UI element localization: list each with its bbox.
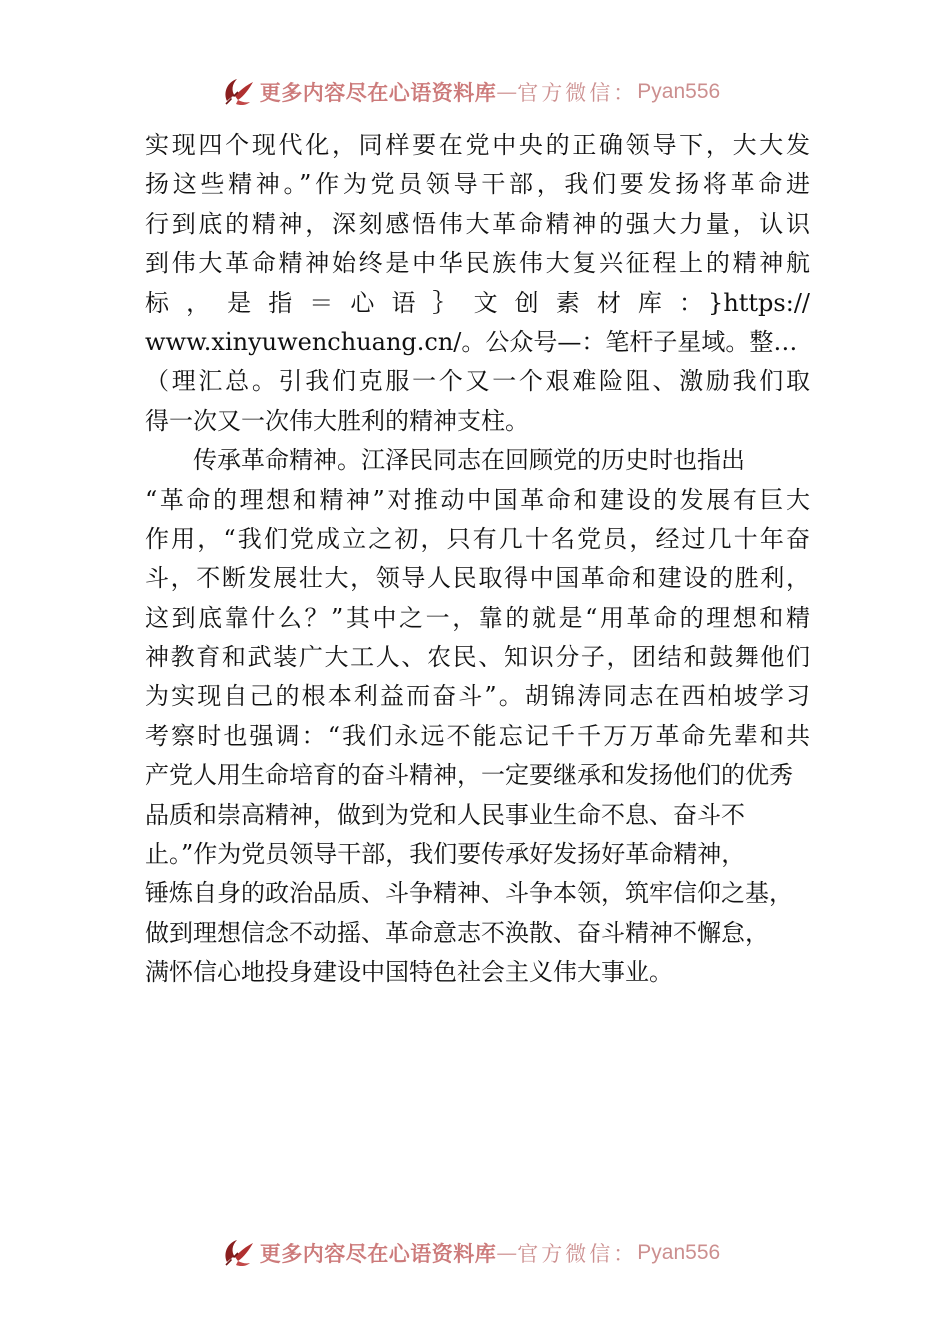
document-body (145, 126, 810, 993)
pen-nib-logo-icon (220, 74, 256, 110)
body-line: 实现四个现代化，同样要在党中央的正确领导下，大大发 (145, 131, 810, 159)
header-wechat-id: Pyan556 (637, 80, 721, 103)
body-line: 为实现自己的根本利益而奋斗”。胡锦涛同志在西柏坡学习 (145, 682, 810, 711)
footer-wechat-label: 官方微信： (517, 1242, 638, 1266)
header-dash: — (496, 80, 518, 104)
body-line: 满怀信心地投身建设中国特色社会主义伟大事业。 (145, 958, 673, 987)
body-line: 行到底的精神，深刻感悟伟大革命精神的强大力量，认识 (145, 209, 810, 238)
body-line: 扬这些精神。”作为党员领导干部，我们要发扬将革命进 (145, 170, 810, 199)
body-line: www.xinyuwenchuang.cn/。公众号—：笔杆子星域。整… (145, 327, 798, 356)
header-tagline: 更多内容尽在心语资料库 (259, 80, 497, 105)
body-line: “革命的理想和精神”对推动中国革命和建设的发展有巨大 (145, 485, 810, 514)
footer-dash: — (496, 1241, 518, 1265)
body-line: 锤炼自身的政治品质、斗争精神、斗争本领，筑牢信仰之基， (145, 879, 793, 908)
body-line: 作用，“我们党成立之初，只有几十名党员，经过几十年奋 (145, 524, 810, 553)
body-line: 考察时也强调：“我们永远不能忘记千千万万革命先辈和共 (145, 721, 810, 750)
header-banner-inner (220, 74, 720, 110)
body-line: 这到底靠什么？”其中之一，靠的就是“用革命的理想和精 (145, 603, 810, 632)
body-line: 品质和崇高精神，做到为党和人民事业生命不息、奋斗不 (145, 800, 745, 829)
body-line: （理汇总。引我们克服一个又一个艰难险阻、激励我们取 (145, 367, 810, 396)
body-line: 做到理想信念不动摇、革命意志不涣散、奋斗精神不懈怠， (145, 918, 769, 947)
footer-banner-inner (220, 1235, 720, 1271)
pen-nib-logo-icon (220, 1235, 256, 1271)
body-line: 神教育和武装广大工人、农民、知识分子，团结和鼓舞他们 (145, 643, 810, 672)
header-wechat-label: 官方微信： (517, 81, 638, 105)
body-line: 到伟大革命精神始终是中华民族伟大复兴征程上的精神航 (145, 249, 810, 278)
footer-tagline: 更多内容尽在心语资料库 (259, 1241, 497, 1266)
footer-banner (0, 1231, 950, 1275)
body-line: 得一次又一次伟大胜利的精神支柱。 (145, 406, 529, 435)
body-line: 标，是指＝心语｝文创素材库：}https:// (145, 288, 810, 317)
body-line: 斗，不断发展壮大，领导人民取得中国革命和建设的胜利， (145, 564, 810, 593)
footer-wechat-id: Pyan556 (637, 1241, 721, 1264)
header-banner (0, 70, 950, 114)
body-line: 止。”作为党员领导干部，我们要传承好发扬好革命精神， (145, 840, 746, 869)
paragraph-first-line: 传承革命精神。江泽民同志在回顾党的历史时也指出 (193, 446, 745, 475)
body-line: 产党人用生命培育的奋斗精神，一定要继承和发扬他们的优秀 (145, 761, 793, 790)
